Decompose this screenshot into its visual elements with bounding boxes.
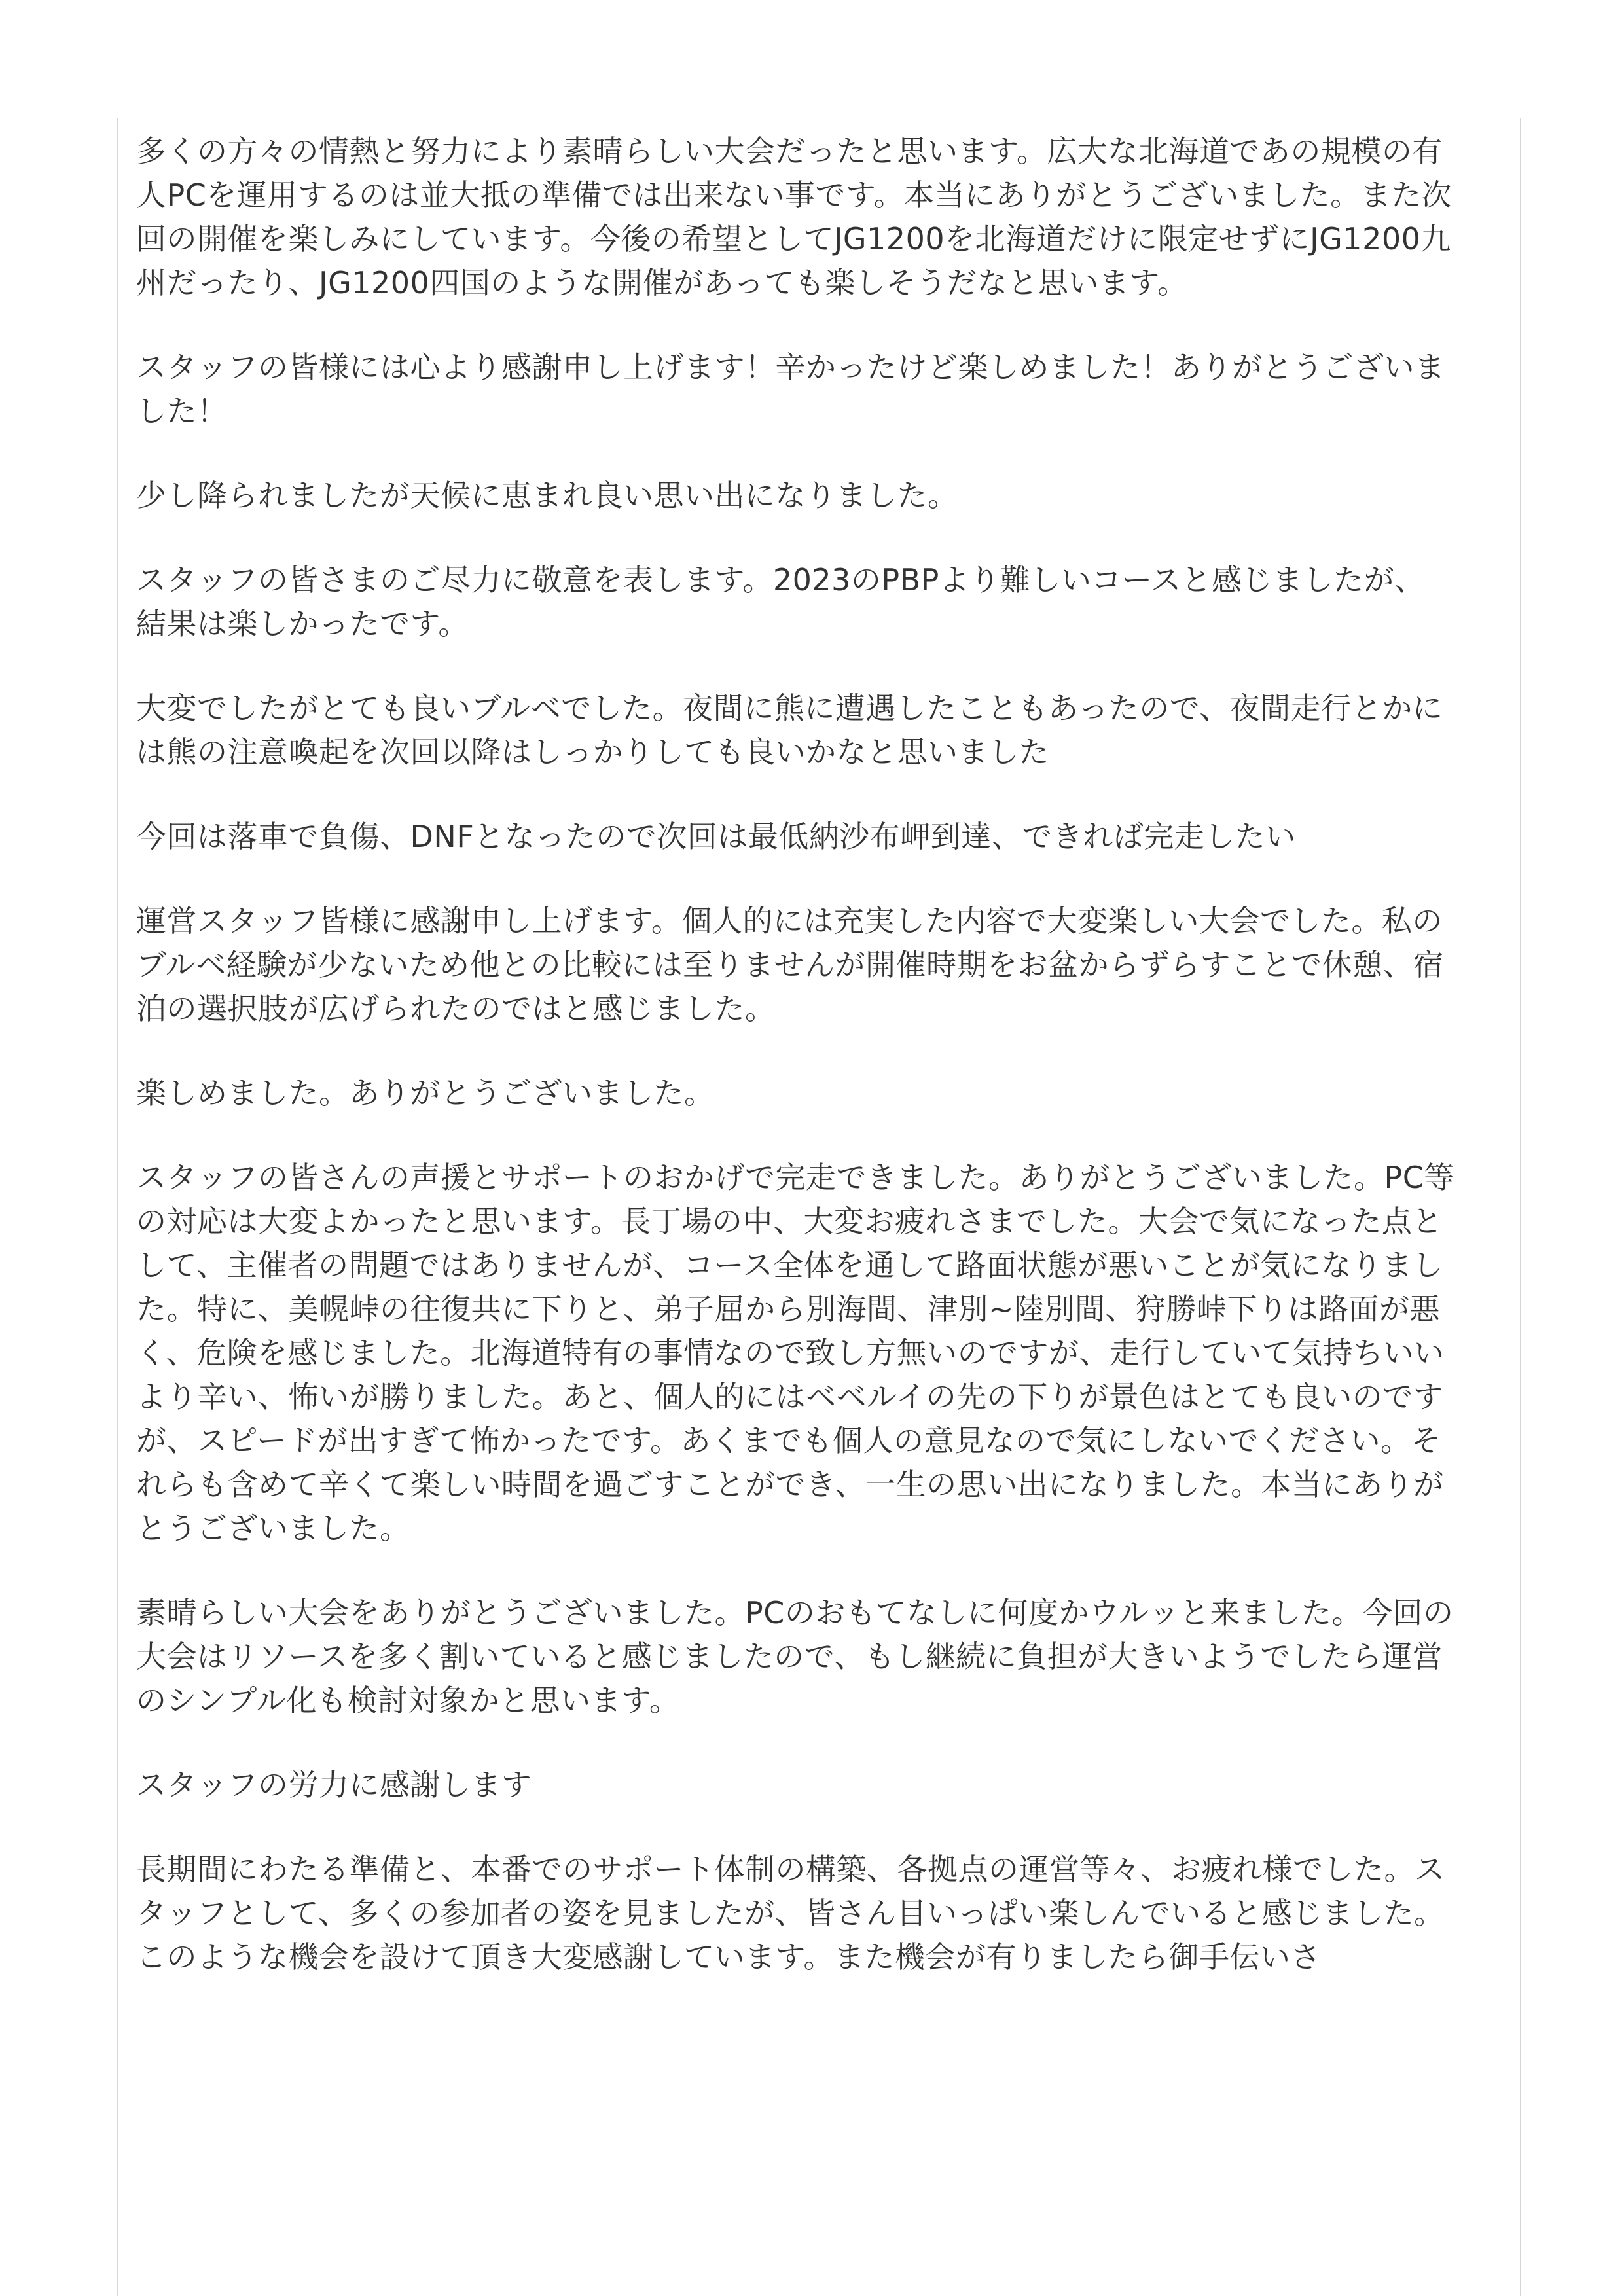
comment-item: 素晴らしい大会をありがとうございました。PCのおもてなしに何度かウルッと来ました。今回の大会はリソースを多く割いていると感じましたので、もし継続に負担が大きいようでしたら運営のシンプル化も検討対象かと思います。 — [136, 1595, 1454, 1718]
comment-item: 少し降られましたが天候に恵まれ良い思い出になりました。 — [136, 478, 958, 513]
comment-item: 今回は落車で負傷、DNFとなったので次回は最低納沙布岬到達、できれば完走したい — [136, 819, 1296, 854]
comment-item: 楽しめました。ありがとうございました。 — [136, 1075, 715, 1111]
comment-item: スタッフの皆様には心より感謝申し上げます！辛かったけど楽しめました！ありがとうございました！ — [136, 350, 1445, 429]
comment-item: 運営スタッフ皆様に感謝申し上げます。個人的には充実した内容で大変楽しい大会でした。私のブルベ経験が少ないため他との比較には至りませんが開催時期をお盆からずらすことで休憩、宿泊の選択肢が広げられたのではと感じました。 — [136, 903, 1444, 1026]
comment-item: スタッフの労力に感謝します — [136, 1767, 532, 1803]
comment-item: スタッフの皆さまのご尽力に敬意を表します。2023のPBPより難しいコースと感じましたが、 結果は楽しかったです。 — [136, 562, 1425, 641]
comment-list — [136, 130, 1465, 2020]
comment-item: 多くの方々の情熱と努力により素晴らしい大会だったと思います。広大な北海道であの規模の有人PCを運用するのは並大抵の準備では出来ない事です。本当にありがとうございました。また次回の開催を楽しみにしています。今後の希望としてJG1200を北海道だけに限定せずにJG1200九州だったり、JG1200四国のような開催があっても楽しそうだなと思います。 — [136, 134, 1453, 300]
comment-item: 長期間にわたる準備と、本番でのサポート体制の構築、各拠点の運営等々、お疲れ様でした。スタッフとして、多くの参加者の姿を見ましたが、皆さん目いっぱい楽しんでいると感じました。 このような機会を設けて頂き大変感謝しています。また機会が有りましたら御手伝いさ — [136, 1852, 1460, 1975]
comment-item: 大変でしたがとても良いブルベでした。夜間に熊に遭遇したこともあったので、夜間走行とかには熊の注意喚起を次回以降はしっかりしても良いかなと思いました — [136, 691, 1443, 770]
comment-item: スタッフの皆さんの声援とサポートのおかげで完走できました。ありがとうございました。PC等の対応は大変よかったと思います。長丁場の中、大変お疲れさまでした。大会で気になった点として、主催者の問題ではありませんが、コース全体を通して路面状態が悪いことが気になりました。特に、美幌峠の往復共に下りと、弟子屈から別海間、津別~陸別間、狩勝峠下りは路面が悪く、危険を感じました。北海道特有の事情なので致し方無いのですが、走行していて気持ちいいより辛い、怖いが勝りました。あと、個人的にはベベルイの先の下りが景色はとても良いのですが、スピードが出すぎて怖かったです。あくまでも個人の意見なので気にしないでください。それらも含めて辛くて楽しい時間を過ごすことができ、一生の思い出になりました。本当にありがとうございました。 — [136, 1160, 1454, 1546]
